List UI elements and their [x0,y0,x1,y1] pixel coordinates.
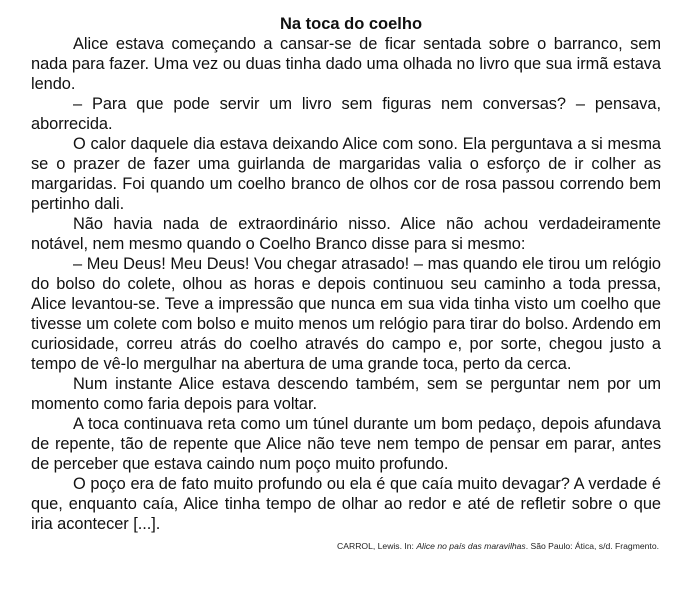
paragraph: Alice estava começando a cansar-se de ficar sentada sobre o barranco, sem nada para fazer. Uma vez ou duas tinha dado uma olhada no livro que sua irmã estava lendo. [31,35,661,93]
citation-prefix: CARROL, Lewis. In: [337,541,417,551]
source-citation [31,540,661,552]
paragraph: O calor daquele dia estava deixando Alice com sono. Ela perguntava a si mesma se o prazer de fazer uma guirlanda de margaridas valia o esforço de ir colher as margaridas. Foi quando um coelho branco de olhos cor de rosa passou correndo bem pertinho dali. [31,135,661,213]
document-title: Na toca do coelho [279,15,423,33]
paragraph: Num instante Alice estava descendo também, sem se perguntar nem por um momento como faria depois para voltar. [31,375,661,413]
paragraph: – Para que pode servir um livro sem figuras nem conversas? – pensava, aborrecida. [31,95,661,133]
paragraph: Não havia nada de extraordinário nisso. Alice não achou verdadeiramente notável, nem mesmo quando o Coelho Branco disse para si mesmo: [31,215,661,253]
document-body [31,34,661,534]
citation-book-title: Alice no país das maravilhas [416,541,526,551]
citation-suffix: . São Paulo: Ática, s/d. Fragmento. [525,541,659,551]
paragraph: A toca continuava reta como um túnel durante um bom pedaço, depois afundava de repente, tão de repente que Alice não teve nem tempo de pensar em parar, antes de perceber que estava caindo num poço muito profundo. [31,415,661,473]
paragraph: O poço era de fato muito profundo ou ela é que caía muito devagar? A verdade é que, enquanto caía, Alice tinha tempo de olhar ao redor e até de refletir sobre o que iria acontecer [...]. [31,475,661,533]
paragraph: – Meu Deus! Meu Deus! Vou chegar atrasado! – mas quando ele tirou um relógio do bolso do colete, olhou as horas e depois continuou seu caminho a toda pressa, Alice levantou-se. Teve a impressão que nunca em sua vida tinha visto um coelho que tivesse um colete com bolso e muito menos um relógio para tirar do bolso. Ardendo em curiosidade, correu atrás do coelho através do campo e, por sorte, chegou justo a tempo de vê-lo mergulhar na abertura de uma grande toca, perto da cerca. [31,255,661,373]
